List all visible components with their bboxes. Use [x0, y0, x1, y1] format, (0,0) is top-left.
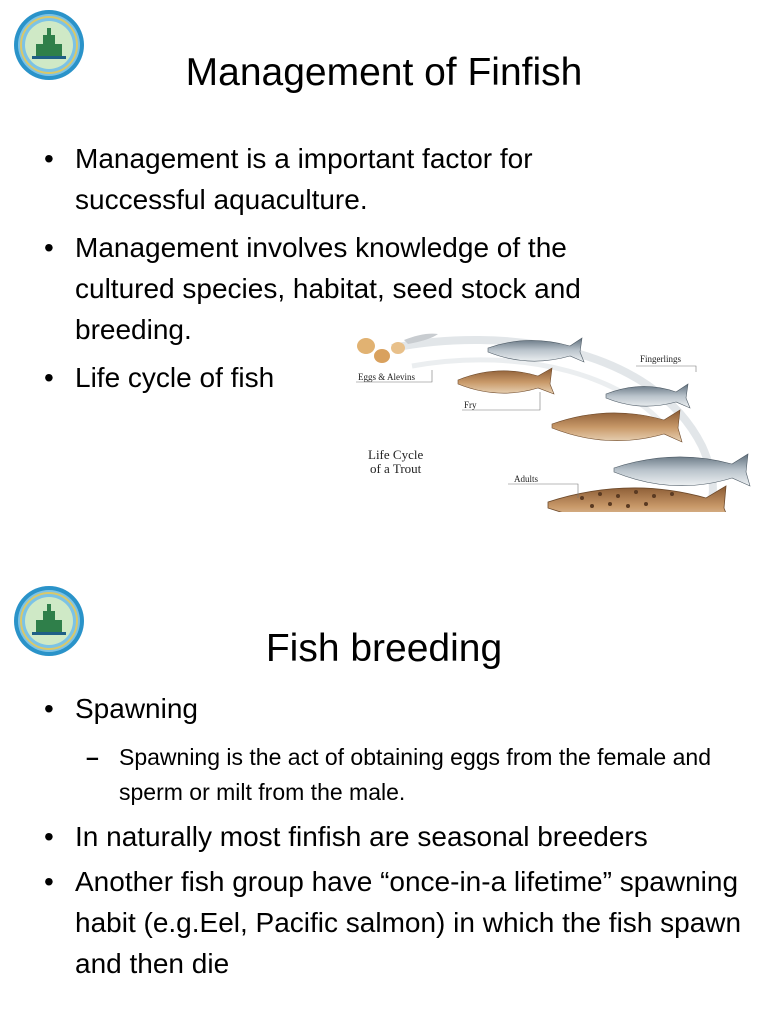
- caption-line: of a Trout: [369, 461, 422, 476]
- caption-line: Life Cycle: [368, 447, 424, 462]
- bullet-item: • Life cycle of fish: [44, 357, 664, 398]
- eggs-icon: [357, 334, 438, 363]
- slide-2: [0, 512, 768, 1024]
- figure-caption: [368, 448, 423, 476]
- label-fingerlings: Fingerlings: [640, 354, 682, 364]
- sub-bullet-text: Spawning is the act of obtaining eggs from the female and sperm or milt from the male.: [119, 744, 711, 805]
- label-eggs-alevins: Eggs & Alevins: [358, 372, 416, 382]
- bullet-item: • Spawning: [44, 688, 744, 729]
- slide-title: Management of Finfish: [185, 51, 583, 94]
- bullet-item: • Another fish group have “once-in-a lifetime” spawning habit (e.g.Eel, Pacific salmon) in which the fish spawn and then die: [44, 861, 744, 984]
- bullet-list: [44, 688, 744, 729]
- sub-bullet-block: [44, 738, 744, 814]
- bullet-item: • Management is a important factor for successful aquaculture.: [44, 138, 664, 220]
- sub-bullet-item: [86, 740, 744, 810]
- label-fry: Fry: [464, 400, 477, 410]
- fry-icon: [458, 338, 584, 394]
- bullet-item: • Management involves knowledge of the cultured species, habitat, seed stock and breeding.: [44, 227, 664, 350]
- dash-marker: –: [86, 744, 99, 770]
- fingerling-icon: [552, 384, 690, 442]
- slide-title: Fish breeding: [265, 627, 503, 670]
- label-adults: Adults: [514, 474, 539, 484]
- bullet-list: [44, 816, 744, 984]
- bullet-item: • In naturally most finfish are seasonal breeders: [44, 816, 744, 857]
